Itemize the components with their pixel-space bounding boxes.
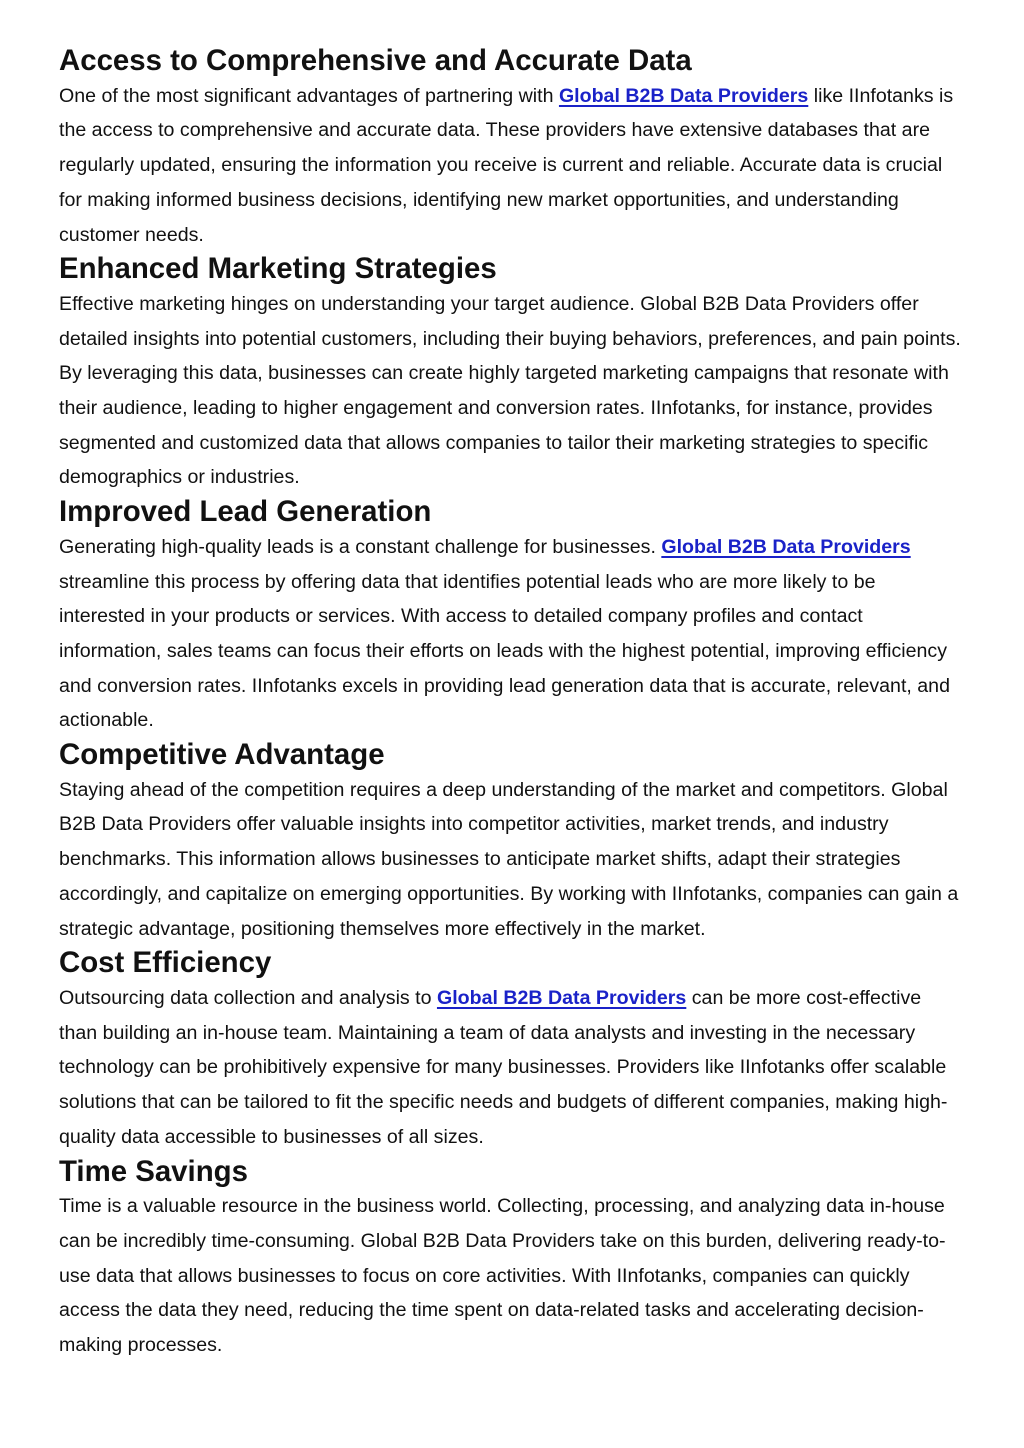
section-competitive-advantage (59, 738, 964, 946)
section-paragraph (59, 981, 964, 1155)
section-paragraph: Staying ahead of the competition requires a deep understanding of the market and competitors. Global B2B Data Providers offer valuable insights into competitor activities, market trends, and industry benchmarks. This information allows businesses to anticipate market shifts, adapt their strategies accordingly, and capitalize on emerging opportunities. By working with IInfotanks, companies can gain a strategic advantage, positioning themselves more effectively in the market. (59, 778, 959, 940)
section-heading: Time Savings (59, 1154, 248, 1188)
paragraph-text: Outsourcing data collection and analysis to (59, 986, 437, 1009)
section-paragraph (59, 79, 964, 253)
section-heading: Access to Comprehensive and Accurate Data (59, 44, 692, 77)
section-heading: Enhanced Marketing Strategies (59, 252, 497, 286)
section-heading: Improved Lead Generation (59, 495, 432, 529)
section-paragraph: Effective marketing hinges on understanding your target audience. Global B2B Data Providers offer detailed insights into potential customers, including their buying behaviors, preferences, and pain points. By leveraging this data, businesses can create highly targeted marketing campaigns that resonate with their audience, leading to higher engagement and conversion rates. IInfotanks, for instance, provides segmented and customized data that allows companies to tailor their marketing strategies to specific demographics or industries. (59, 292, 961, 489)
global-b2b-data-providers-link[interactable]: Global B2B Data Providers (436, 986, 687, 1009)
paragraph-text: can be more cost-effective than building an in-house team. Maintaining a team of data analysts and investing in the necessary technology can be prohibitively expensive for many businesses. Providers like IInfotanks offer scalable solutions that can be tailored to fit the specific needs and budgets of different companies, making high-quality data accessible to businesses of all sizes. (59, 986, 948, 1148)
section-paragraph: Time is a valuable resource in the business world. Collecting, processing, and analyzing data in-house can be incredibly time-consuming. Global B2B Data Providers take on this burden, delivering ready-to-use data that allows businesses to focus on core activities. With IInfotanks, companies can quickly access the data they need, reducing the time spent on data-related tasks and accelerating decision-making processes. (59, 1195, 946, 1357)
paragraph-text: One of the most significant advantages of partnering with (59, 84, 559, 107)
global-b2b-data-providers-link[interactable]: Global B2B Data Providers (661, 535, 911, 558)
section-heading: Competitive Advantage (59, 738, 385, 772)
document-page (59, 44, 964, 1363)
paragraph-text: streamline this process by offering data that identifies potential leads who are more likely to be interested in your products or services. With access to detailed company profiles and contact information, sales teams can focus their efforts on leads with the highest potential, improving efficiency and conversion rates. IInfotanks excels in providing lead generation data that is accurate, relevant, and actionable. (59, 570, 950, 732)
global-b2b-data-providers-link[interactable]: Global B2B Data Providers (558, 84, 809, 107)
section-paragraph (59, 530, 964, 738)
section-time-savings (59, 1155, 964, 1363)
section-cost-efficiency (59, 946, 964, 1154)
paragraph-text: like IInfotanks is the access to comprehensive and accurate data. These providers have extensive databases that are regularly updated, ensuring the information you receive is current and reliable. Accurate data is crucial for making informed business decisions, identifying new market opportunities, and understanding customer needs. (59, 84, 954, 246)
section-marketing-strategies (59, 252, 964, 495)
section-heading: Cost Efficiency (59, 946, 272, 980)
section-lead-generation (59, 495, 964, 738)
section-comprehensive-data (59, 44, 964, 252)
paragraph-text: Generating high-quality leads is a constant challenge for businesses. (59, 535, 662, 558)
